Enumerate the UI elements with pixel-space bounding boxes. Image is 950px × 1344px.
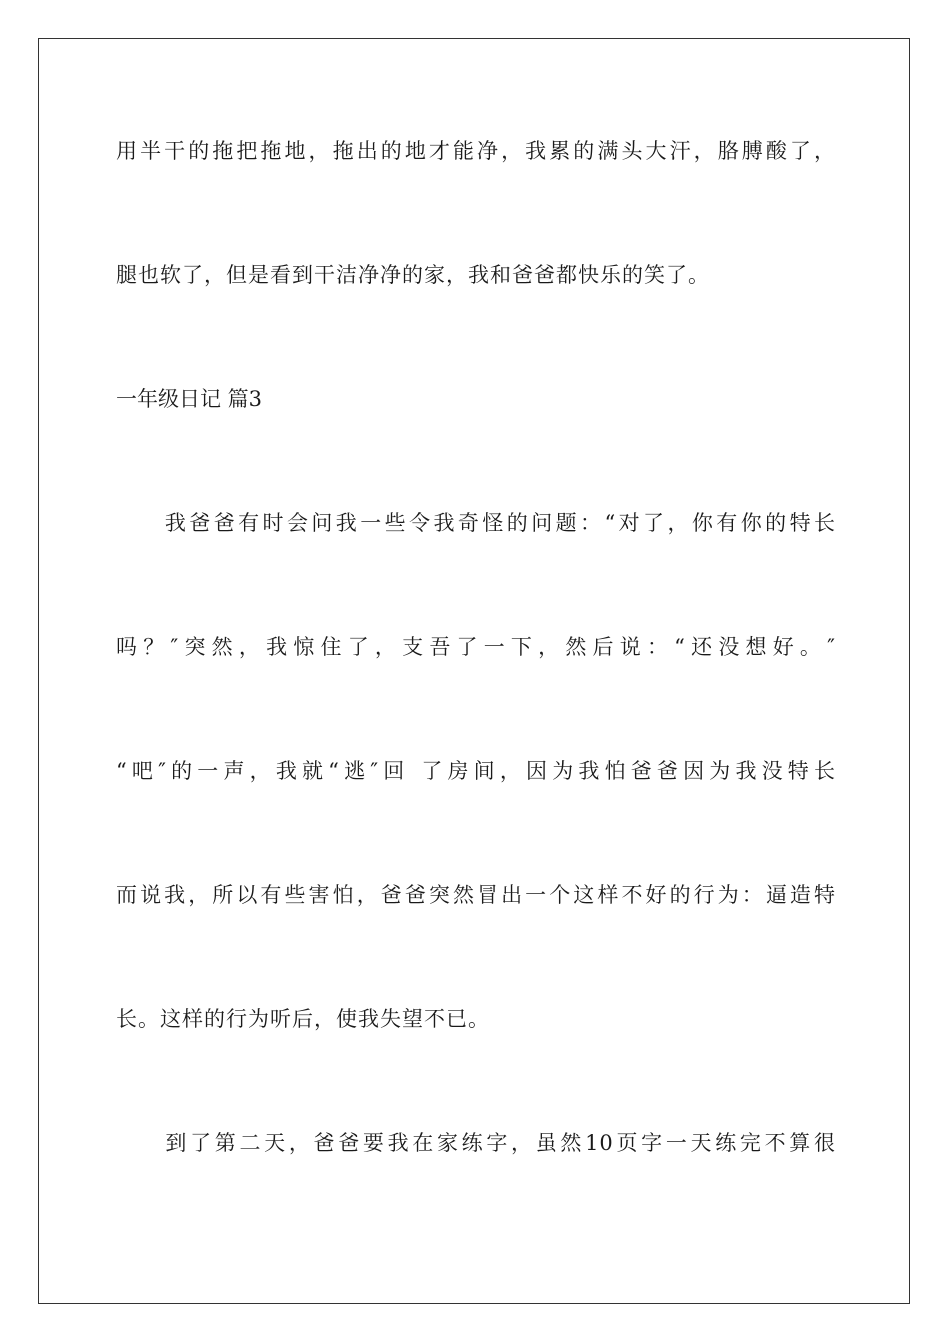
paragraph-1-line-1: 我爸爸有时会问我一些令我奇怪的问题：“对了，你有你的特长 — [116, 511, 836, 535]
page-border — [38, 38, 910, 1304]
text-line-1: 用半干的拖把拖地，拖出的地才能净，我累的满头大汗，胳膊酸了， — [116, 139, 836, 163]
paragraph-1-line-5: 长。这样的行为听后，使我失望不已。 — [116, 1007, 490, 1031]
paragraph-1-line-2: 吗？″突然，我惊住了，支吾了一下，然后说：“还没想好。″ — [116, 635, 836, 659]
paragraph-1-line-4: 而说我，所以有些害怕，爸爸突然冒出一个这样不好的行为：逼造特 — [116, 883, 836, 907]
text-line-2: 腿也软了，但是看到干洁净净的家，我和爸爸都快乐的笑了。 — [116, 263, 710, 287]
paragraph-2-line-1: 到了第二天，爸爸要我在家练字，虽然10页字一天练完不算很 — [116, 1131, 836, 1155]
paragraph-1-line-3: “吧″的一声，我就“逃″回 了房间，因为我怕爸爸因为我没特长 — [116, 759, 836, 783]
section-heading: 一年级日记 篇3 — [116, 387, 263, 411]
